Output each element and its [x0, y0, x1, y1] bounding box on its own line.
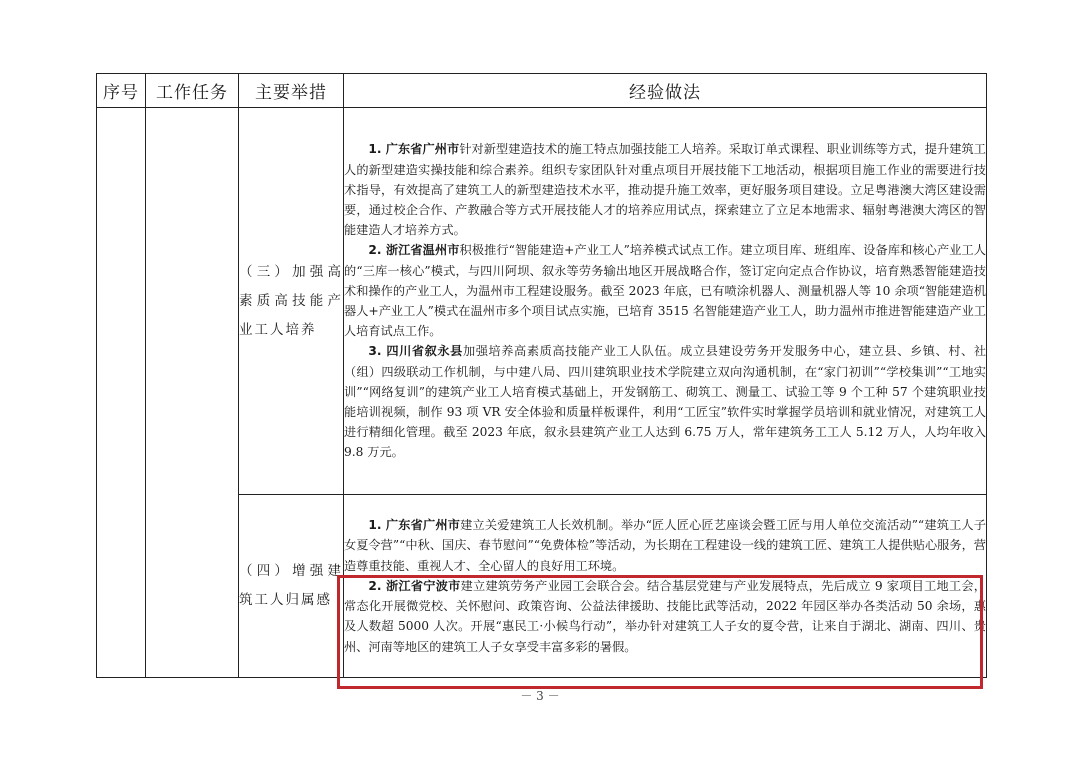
- table-header-row: [97, 74, 987, 108]
- header-measure: 主要举措: [239, 74, 344, 108]
- page-number: － 3 －: [520, 689, 560, 703]
- measure-cell: （四）增强建筑工人归属感: [239, 495, 344, 678]
- experience-text: 建立关爱建筑工人长效机制。举办“匠人匠心匠艺座谈会暨工匠与用人单位交流活动”“建筑工人子女夏令营”“中秋、国庆、春节慰问”“免费体检”等活动，为长期在工程建设一线的建筑工匠、建筑工人提供贴心服务，营造尊重技能、重视人才、全心留人的良好用工环境。: [344, 518, 986, 573]
- experience-item: [344, 515, 986, 576]
- experience-text: 积极推行“智能建造+产业工人”培养模式试点工作。建立项目库、班组库、设备库和核心产业工人的“三库一核心”模式，与四川阿坝、叙永等劳务输出地区开展战略合作，签订定向定点合作协议，培育熟悉智能建造技术和操作的产业工人，为温州市工程建设服务。截至 2023 年底，已有喷涂机器人、测量机器人等 10 余项“智能建造机器人+产业工人”模式在温州市多个项目试点实施，已培育 3515 名智能建造产业工人，助力温州市推进智能建造产业工人培育试点工作。: [344, 243, 986, 339]
- table-row: [97, 108, 987, 495]
- header-experience: 经验做法: [344, 74, 987, 108]
- header-task: 工作任务: [146, 74, 239, 108]
- header-index: 序号: [97, 74, 146, 108]
- experience-text: 建立建筑劳务产业园工会联合会。结合基层党建与产业发展特点，先后成立 9 家项目工地工会，常态化开展微党校、关怀慰问、政策咨询、公益法律援助、技能比武等活动，2022 年园区举办各类活动 50 余场，惠及人数超 5000 人次。开展“惠民工·小候鸟行动”，举办针对建筑工人子女的夏令营，让来自于湖北、湖南、四川、贵州、河南等地区的建筑工人子女享受丰富多彩的暑假。: [344, 578, 986, 654]
- experience-item: [344, 240, 986, 341]
- region-name: 1. 广东省广州市: [368, 518, 461, 533]
- experience-cell: [344, 108, 987, 495]
- index-cell: [97, 108, 146, 678]
- experience-text: 针对新型建造技术的施工特点加强技能工人培养。采取订单式课程、职业训练等方式，提升建筑工人的新型建造实操技能和综合素养。组织专家团队针对重点项目开展技能下工地活动，根据项目施工作业的需要进行技术指导，有效提高了建筑工人的新型建造技术水平，推动提升施工效率，更好服务项目建设。立足粤港澳大湾区建设需要，通过校企合作、产教融合等方式开展技能人才的培养应用试点，探索建立了立足本地需求、辐射粤港澳大湾区的智能建造人才培养方式。: [344, 142, 986, 238]
- region-name: 2. 浙江省温州市: [368, 243, 460, 258]
- region-name: 1. 广东省广州市: [368, 142, 460, 157]
- measure-cell: （三）加强高素质高技能产业工人培养: [239, 108, 344, 495]
- region-name: 3. 四川省叙永县: [368, 344, 463, 359]
- highlight-box: [337, 575, 983, 689]
- experience-text: 加强培养高素质高技能产业工人队伍。成立县建设劳务开发服务中心，建立县、乡镇、村、社（组）四级联动工作机制，与中建八局、四川建筑职业技术学院建立双向沟通机制，在“家门初训”“学校集训”“工地实训”“网络复训”的建筑产业工人培育模式基础上，开发钢筋工、砌筑工、测量工、试验工等 9 个工种 57 个建筑职业技能培训视频，制作 93 项 VR 安全体验和质量样板课件，利用“工匠宝”软件实时掌握学员培训和就业情况，对建筑工人进行精细化管理。截至 2023 年底，叙永县建筑产业工人达到 6.75 万人，常年建筑务工工人 5.12 万人，人均年收入 9.8 万元。: [344, 344, 987, 460]
- task-cell: [146, 108, 239, 678]
- experience-item: [344, 341, 986, 462]
- region-name: 2. 浙江省宁波市: [368, 578, 461, 593]
- experience-item: [344, 139, 986, 240]
